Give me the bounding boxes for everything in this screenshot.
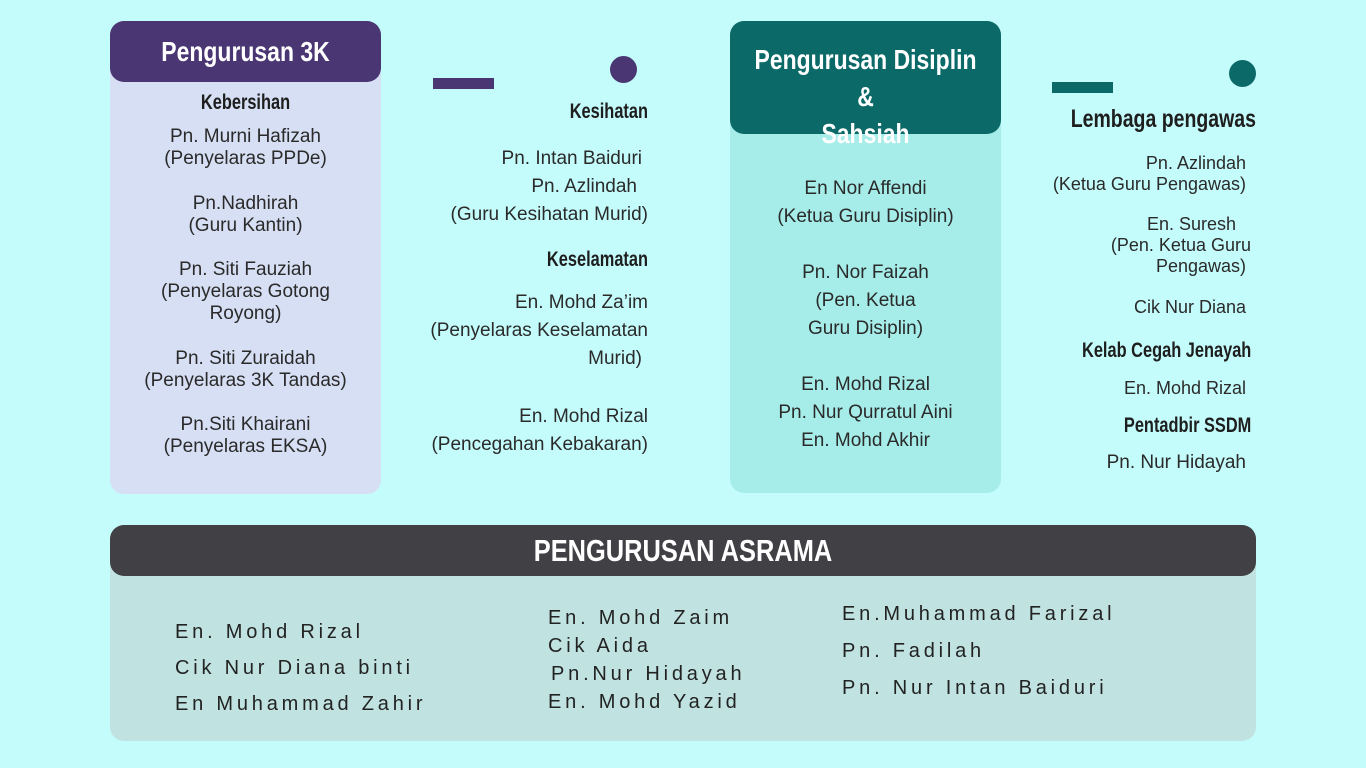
list-item: (Pen. Ketua (815, 290, 916, 311)
list-item: (Penyelaras 3K Tandas) (144, 370, 347, 391)
list-item: (Penyelaras Keselamatan (430, 320, 648, 341)
panel-disiplin-title-line2: Sahsiah (821, 118, 910, 149)
list-item: Guru Disiplin) (807, 318, 924, 339)
panel-disiplin-title (754, 21, 976, 152)
panel-asrama-title: PENGURUSAN ASRAMA (533, 533, 833, 568)
list-item: En. Mohd Rizal (519, 406, 648, 427)
section-kelab-cegah-jenayah: Kelab Cegah Jenayah (1081, 339, 1252, 362)
dot-teal (1229, 60, 1256, 87)
list-item: (Pen. Ketua Guru (1110, 235, 1251, 255)
list-item: En. Suresh (1146, 214, 1236, 234)
list-item: (Penyelaras PPDe) (164, 148, 327, 169)
section-kesihatan: Kesihatan (569, 100, 648, 123)
list-item: En.Muhammad Farizal (842, 603, 1116, 625)
list-item: (Guru Kesihatan Murid) (450, 204, 648, 225)
list-item: Pengawas) (1155, 256, 1246, 276)
list-item: Pn. Nur Intan Baiduri (842, 677, 1108, 699)
panel-disiplin-title-line1: Pengurusan Disiplin & (754, 44, 977, 112)
list-item: Cik Nur Diana binti (175, 657, 414, 679)
list-item: En Muhammad Zahir (175, 693, 427, 715)
list-item: En Nor Affendi (804, 178, 927, 199)
list-item: Cik Aida (548, 635, 652, 657)
section-lembaga-pengawas: Lembaga pengawas (1070, 105, 1256, 133)
list-item: En. Mohd Rizal (1123, 378, 1246, 398)
list-item: Pn. Azlindah (531, 176, 637, 197)
list-item: Pn. Nor Faizah (802, 262, 929, 283)
list-item: Murid) (588, 348, 642, 369)
list-item: Cik Nur Diana (1133, 297, 1246, 317)
divider-bar-purple (433, 78, 494, 89)
list-item: Royong) (209, 303, 282, 324)
list-item: Pn.Nur Hidayah (551, 663, 746, 685)
list-item: Pn. Nur Qurratul Aini (778, 402, 953, 423)
panel-kesihatan (400, 100, 648, 459)
list-item: En. Mohd Akhir (801, 430, 930, 451)
list-item: Pn. Nur Hidayah (1106, 452, 1246, 473)
panel-3k-title: Pengurusan 3K (161, 36, 330, 67)
list-item: Pn.Siti Khairani (180, 414, 311, 435)
panel-3k-header (110, 21, 381, 82)
list-item: En. Mohd Zaim (548, 607, 734, 629)
panel-3k (110, 21, 381, 494)
panel-asrama-header (110, 525, 1256, 576)
panel-pengawas (1000, 105, 1256, 474)
list-item: (Guru Kantin) (188, 215, 303, 236)
list-item: (Penyelaras EKSA) (163, 436, 328, 457)
list-item: Pn. Intan Baiduri (501, 148, 642, 169)
list-item: Pn. Murni Hafizah (169, 126, 321, 147)
section-pentadbir-ssdm: Pentadbir SSDM (1123, 414, 1252, 437)
list-item: En. Mohd Yazid (548, 691, 741, 713)
list-item: Pn. Azlindah (1145, 153, 1246, 173)
list-item: En. Mohd Rizal (175, 621, 364, 643)
list-item: En. Mohd Rizal (801, 374, 930, 395)
list-item: (Ketua Guru Pengawas) (1052, 174, 1246, 194)
list-item: Pn. Siti Zuraidah (175, 348, 316, 369)
list-item: Pn. Siti Fauziah (178, 259, 313, 280)
list-item: Pn.Nadhirah (192, 193, 299, 214)
panel-disiplin-header (730, 21, 1001, 149)
list-item: (Ketua Guru Disiplin) (777, 206, 954, 227)
dot-purple (610, 56, 637, 83)
list-item: (Pencegahan Kebakaran) (431, 434, 648, 455)
divider-bar-teal (1052, 82, 1113, 93)
section-kebersihan: Kebersihan (200, 91, 291, 114)
list-item: (Penyelaras Gotong (161, 281, 330, 302)
section-keselamatan: Keselamatan (546, 248, 648, 271)
list-item: Pn. Fadilah (842, 640, 985, 662)
list-item: En. Mohd Za’im (514, 292, 648, 313)
